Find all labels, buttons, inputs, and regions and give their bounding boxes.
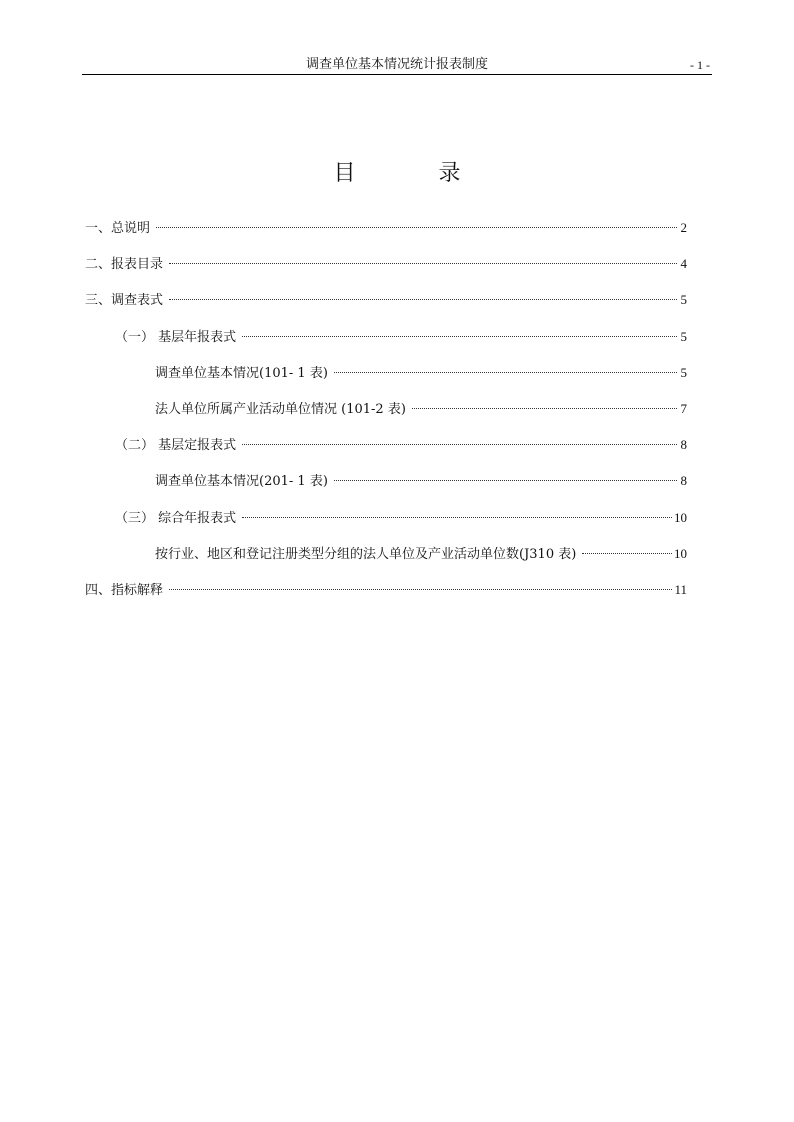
toc-entry-text: 一、总说明 xyxy=(85,221,151,236)
toc-entry-form-j310[interactable] xyxy=(85,544,687,580)
toc-entry-text: 法人单位所属产业活动单位情况 (101-2 表) xyxy=(155,401,406,417)
toc-entry-page: 7 xyxy=(680,400,687,416)
page-header xyxy=(82,56,712,75)
toc-entry-basic-periodic-forms[interactable] xyxy=(85,435,687,471)
table-of-contents xyxy=(85,218,687,616)
toc-entry-text: （一） 基层年报表式 xyxy=(115,329,237,345)
dot-leader xyxy=(334,372,677,373)
toc-entry-text: 二、报表目录 xyxy=(85,257,164,273)
toc-entry-indicator-explanations[interactable] xyxy=(85,580,687,616)
toc-entry-text: 调查单位基本情况(201- 1 表) xyxy=(155,474,328,490)
dot-leader xyxy=(242,444,677,445)
dot-leader xyxy=(169,589,672,590)
toc-entry-page: 5 xyxy=(680,292,687,308)
dot-leader xyxy=(242,517,672,518)
toc-entry-page: 4 xyxy=(680,256,687,272)
toc-entry-comprehensive-annual-forms[interactable] xyxy=(85,508,687,544)
toc-entry-text: 调查单位基本情况(101- 1 表) xyxy=(155,365,328,381)
toc-entry-general-notes[interactable] xyxy=(85,218,687,254)
dot-leader xyxy=(582,553,672,554)
toc-entry-form-101-1[interactable] xyxy=(85,363,687,399)
toc-entry-page: 5 xyxy=(680,364,687,380)
toc-entry-page: 8 xyxy=(680,473,687,489)
toc-entry-page: 5 xyxy=(680,328,687,344)
dot-leader xyxy=(412,408,677,409)
toc-entry-form-101-2[interactable] xyxy=(85,399,687,435)
dot-leader xyxy=(169,263,677,264)
toc-entry-page: 11 xyxy=(674,581,687,597)
toc-entry-report-catalog[interactable] xyxy=(85,254,687,290)
toc-entry-page: 10 xyxy=(674,509,687,525)
header-title: 调查单位基本情况统计报表制度 xyxy=(305,57,488,72)
toc-entry-text: 四、指标解释 xyxy=(85,582,164,598)
toc-entry-form-201-1[interactable] xyxy=(85,471,687,507)
header-page-number: - 1 - xyxy=(690,58,710,72)
dot-leader xyxy=(242,336,677,337)
dot-leader xyxy=(156,227,677,228)
toc-entry-page: 2 xyxy=(680,220,687,235)
toc-entry-basic-annual-forms[interactable] xyxy=(85,327,687,363)
toc-entry-text: （三） 综合年报表式 xyxy=(115,510,237,526)
toc-entry-survey-forms[interactable] xyxy=(85,290,687,326)
toc-entry-text: 按行业、地区和登记注册类型分组的法人单位及产业活动单位数(J310 表) xyxy=(155,546,577,562)
toc-entry-page: 8 xyxy=(680,437,687,453)
toc-entry-text: 三、调查表式 xyxy=(85,293,164,309)
document-title: 目 录 xyxy=(333,161,499,186)
dot-leader xyxy=(169,299,677,300)
toc-entry-page: 10 xyxy=(674,545,687,561)
toc-entry-text: （二） 基层定报表式 xyxy=(115,438,237,454)
dot-leader xyxy=(334,480,677,481)
